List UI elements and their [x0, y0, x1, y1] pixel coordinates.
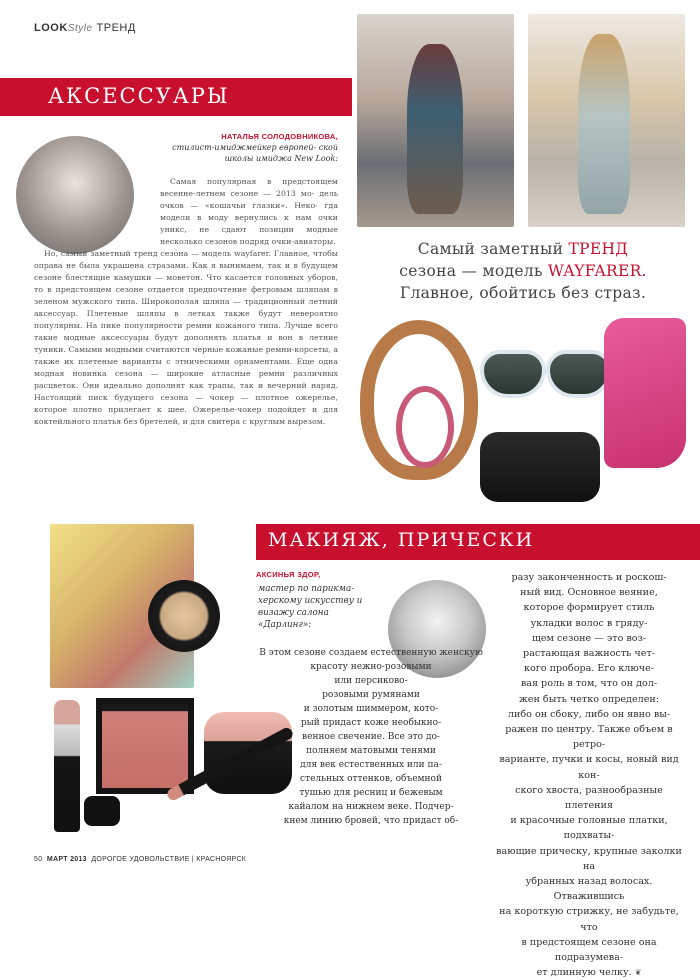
author-role-stylist: стилист-имиджмейкер европей- ской школы имиджа New Look:	[172, 143, 338, 163]
cosmetic-cap-image	[84, 796, 120, 826]
makeup-title: МАКИЯЖ, ПРИЧЕСКИ	[268, 529, 535, 551]
text-line: В этом сезоне создаем естественную женскую	[259, 648, 483, 658]
text-line	[490, 965, 688, 980]
makeup-article-right	[490, 570, 688, 980]
text-line: ный вид. Основное веяние,	[520, 587, 658, 599]
text-line: тушью для ресниц и бежевым	[299, 788, 443, 798]
text-line: вая роль в том, что он дол-	[520, 678, 658, 690]
brand-logo: LOOK	[34, 22, 68, 34]
text-line: ражен по центру. Также объем в ретро-	[505, 724, 673, 751]
author-role-stylist2: мастер по парикма- херскому искусству и визажу салона «Дарлинг»:	[258, 584, 363, 630]
blush-palette-image	[96, 698, 194, 794]
lens-left	[480, 350, 546, 398]
text-line: либо он сбоку, либо он явно вы-	[507, 708, 671, 720]
text-line: красоту нежно-розовыми	[310, 662, 432, 672]
runway-photo-left	[357, 14, 514, 227]
accessories-title: АКСЕССУАРЫ	[48, 84, 230, 108]
text-line: щем сезоне — это воз-	[531, 632, 647, 644]
text-line: жен быть четко определен:	[518, 693, 660, 705]
quote-highlight: WAYFARER.	[547, 262, 647, 280]
page-footer: 50 МАРТ 2013 ДОРОГОЕ УДОВОЛЬСТВИЕ | КРАСНОЯРСК	[34, 856, 247, 863]
text-line: и красочные головные платки, подхваты-	[510, 815, 668, 842]
runway-photo-right	[528, 14, 685, 227]
text-line: розовыми румянами	[322, 690, 420, 700]
ornament-icon: ❦	[634, 968, 642, 978]
text-line: которое формирует стиль	[523, 602, 655, 614]
text-line: на короткую стрижку, не забудьте, что	[499, 906, 679, 933]
brand-style: Style	[67, 23, 93, 34]
lens-right	[546, 350, 612, 398]
text-line: для век естественных или па-	[300, 760, 442, 770]
text-line: укладки волос в гряду-	[530, 617, 648, 629]
model-figure	[407, 44, 463, 214]
magazine-title: ДОРОГОЕ УДОВОЛЬСТВИЕ	[91, 856, 190, 863]
lipstick-image	[54, 700, 80, 832]
pink-belt-image	[604, 318, 686, 468]
article-paragraph: Но, самый заметный тренд сезона — модель wayfarer. Главное, чтобы оправа не была украшена стразами. Как я вынимаем, так и в будущем сезоне блестящие камушки — моветон. Что касается головных уборов, то в предстоящем сезоне отдается предпочтение фетровым шляпам в зеленом мужского типа. Широкополая шляпа — традиционный летний аксессуар. Плетеные шляпы в летках также будут невероятно популярны. На пике популярности ремни кожаного типа. Лучше всего такие модные аксессуары будут дополнять платья и вон в летние туники. Самыми модными считаются черные кожаные ремни-корсеты, а также их плетеные варианты с этническими орнаментами. Еще одна модная новинка сезона — широкие атласные ремни различных расцветок. Они идеально дополнят как трапы, так и вечерний наряд. Настоящий писк будущего сезона — чокер — плотное ожерелье, которое плотно прилегает к шее. Ожерелье-чокер подойдет и для коктейльного платья без бретелей, и для свитера с круглым вырезом.	[34, 249, 338, 426]
text-line: в предстоящем сезоне она подразумева-	[521, 936, 657, 964]
page-number: 50	[34, 856, 43, 863]
quote-highlight: ТРЕНД	[568, 240, 629, 258]
section-title: ТРЕНД	[96, 22, 136, 34]
accessories-banner	[0, 78, 352, 116]
quote-text: сезона — модель	[399, 262, 548, 280]
text-line: растающая важность чет-	[523, 648, 655, 660]
author-name-stylist: НАТАЛЬЯ СОЛОДОВНИКОВА,	[221, 132, 338, 141]
text-line: полняем матовыми тенями	[306, 746, 436, 756]
eyeshadow-compact-image	[148, 580, 220, 652]
text-line: стельных оттенков, объемной	[300, 774, 442, 784]
author-name-stylist2: АКСИНЬЯ ЗДОР,	[256, 570, 321, 579]
quote-text: Самый заметный	[417, 240, 569, 258]
text-line: разу законченность и роскош-	[511, 572, 667, 583]
makeup-banner	[256, 524, 700, 560]
accessories-article	[34, 176, 338, 428]
text-line: кого пробора. Его ключе-	[523, 663, 654, 675]
text-line: убранных назад волосах. Отважившись	[525, 876, 653, 903]
text-line: и золотым шиммером, кото-	[303, 704, 439, 714]
issue-date: МАРТ 2013	[46, 856, 87, 863]
black-belt-image	[480, 432, 600, 502]
section-header	[34, 22, 136, 34]
model-figure	[578, 34, 630, 214]
text-line: ского хвоста, разнообразные плетения	[515, 784, 663, 812]
sunglasses-image	[480, 342, 612, 398]
text-line: или персиково-	[334, 676, 408, 686]
article-paragraph: Самая популярная в предстоящем весенне-летнем сезоне — 2013 мо- дель очков — «кошачьи глазки». Неко- гда модели в моду вернулись к нам очки уникс, не сдают позиции модные несколько сезонов подряд очки-авиаторы.	[160, 177, 338, 246]
text-line-last: ет длинную челку.	[536, 967, 632, 979]
text-line: варианте, пучки и косы, новый вид кон-	[499, 754, 679, 781]
text-line: венное свечение. Все это до-	[302, 732, 440, 742]
text-line: вающие прическу, крупные заколки на	[496, 845, 682, 872]
text-line: рый придаст коже необыкно-	[300, 718, 442, 728]
text-line: кнем линию бровей, что придаст об-	[283, 816, 459, 826]
text-line: кайалом на нижнем веке. Подчер-	[288, 802, 454, 812]
necklace-image	[360, 320, 478, 480]
city-name: КРАСНОЯРСК	[196, 856, 247, 863]
quote-text: Главное, обойтись без страз.	[399, 284, 647, 302]
trend-quote	[358, 238, 688, 304]
